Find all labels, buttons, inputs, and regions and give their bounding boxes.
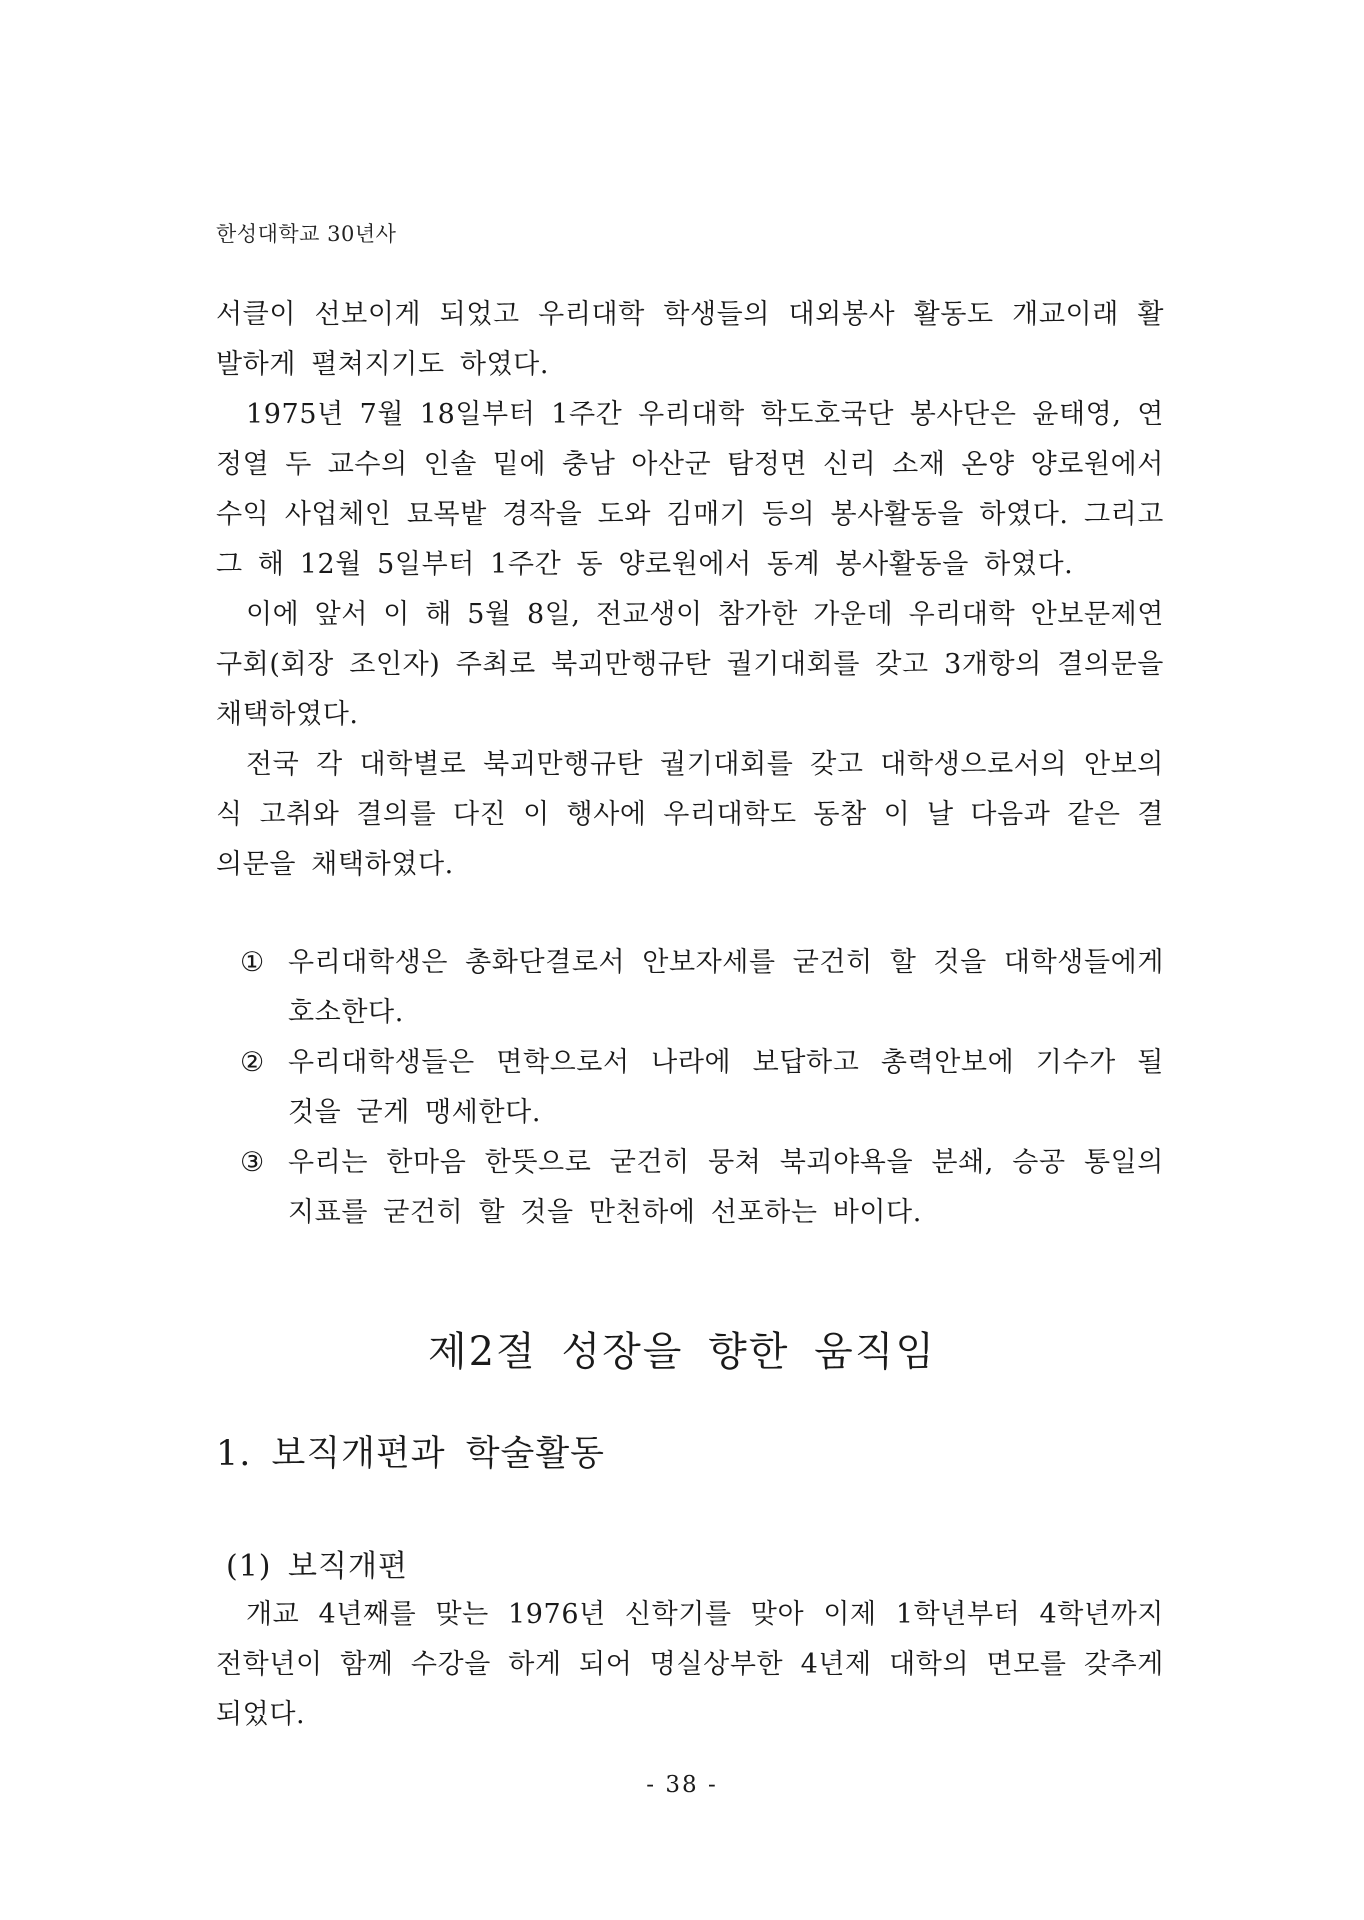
- paragraph: 개교 4년째를 맞는 1976년 신학기를 맞아 이제 1학년부터 4학년까지 전학년이 함께 수강을 하게 되어 명실상부한 4년제 대학의 면모를 갖추게 되었다.: [216, 1599, 1164, 1730]
- running-header: 한성대학교 30년사: [216, 222, 397, 246]
- page-number: - 38 -: [646, 1772, 718, 1798]
- body-text-bottom: [216, 1590, 1164, 1740]
- resolution-list: [240, 938, 1164, 1238]
- resolution-text: 우리는 한마음 한뜻으로 굳건히 뭉쳐 북괴야욕을 분쇄, 승공 통일의 지표를 굳건히 할 것을 만천하에 선포하는 바이다.: [288, 1147, 1164, 1228]
- resolution-text: 우리대학생들은 면학으로서 나라에 보답하고 총력안보에 기수가 될 것을 굳게 맹세한다.: [288, 1047, 1164, 1128]
- paragraph: 1975년 7월 18일부터 1주간 우리대학 학도호국단 봉사단은 윤태영, 연정열 두 교수의 인솔 밑에 충남 아산군 탐정면 신리 소재 온양 양로원에서 수익 사업체인 묘목밭 경작을 도와 김매기 등의 봉사활동을 하였다. 그리고 그 해 12월 5일부터 1주간 동 양로원에서 동계 봉사활동을 하였다.: [216, 399, 1164, 580]
- resolution-marker: ③: [240, 1147, 265, 1178]
- paragraph: 서클이 선보이게 되었고 우리대학 학생들의 대외봉사 활동도 개교이래 활발하게 펼쳐지기도 하였다.: [216, 299, 1164, 380]
- paragraph: 전국 각 대학별로 북괴만행규탄 궐기대회를 갖고 대학생으로서의 안보의식 고취와 결의를 다진 이 행사에 우리대학도 동참 이 날 다음과 같은 결의문을 채택하였다.: [216, 749, 1164, 880]
- resolution-marker: ②: [240, 1047, 265, 1078]
- paragraph: 이에 앞서 이 해 5월 8일, 전교생이 참가한 가운데 우리대학 안보문제연구회(회장 조인자) 주최로 북괴만행규탄 궐기대회를 갖고 3개항의 결의문을 채택하였다.: [216, 599, 1164, 730]
- subsection-title: 1. 보직개편과 학술활동: [216, 1434, 605, 1474]
- resolution-item: [240, 1138, 1164, 1238]
- body-text-top: [216, 290, 1164, 890]
- resolution-item: [240, 938, 1164, 1038]
- subsubsection-title: (1) 보직개편: [226, 1549, 408, 1584]
- resolution-item: [240, 1038, 1164, 1138]
- section-title: 제2절 성장을 향한 움직임: [428, 1329, 936, 1375]
- resolution-text: 우리대학생은 총화단결로서 안보자세를 굳건히 할 것을 대학생들에게 호소한다.: [288, 947, 1164, 1028]
- resolution-marker: ①: [240, 947, 265, 978]
